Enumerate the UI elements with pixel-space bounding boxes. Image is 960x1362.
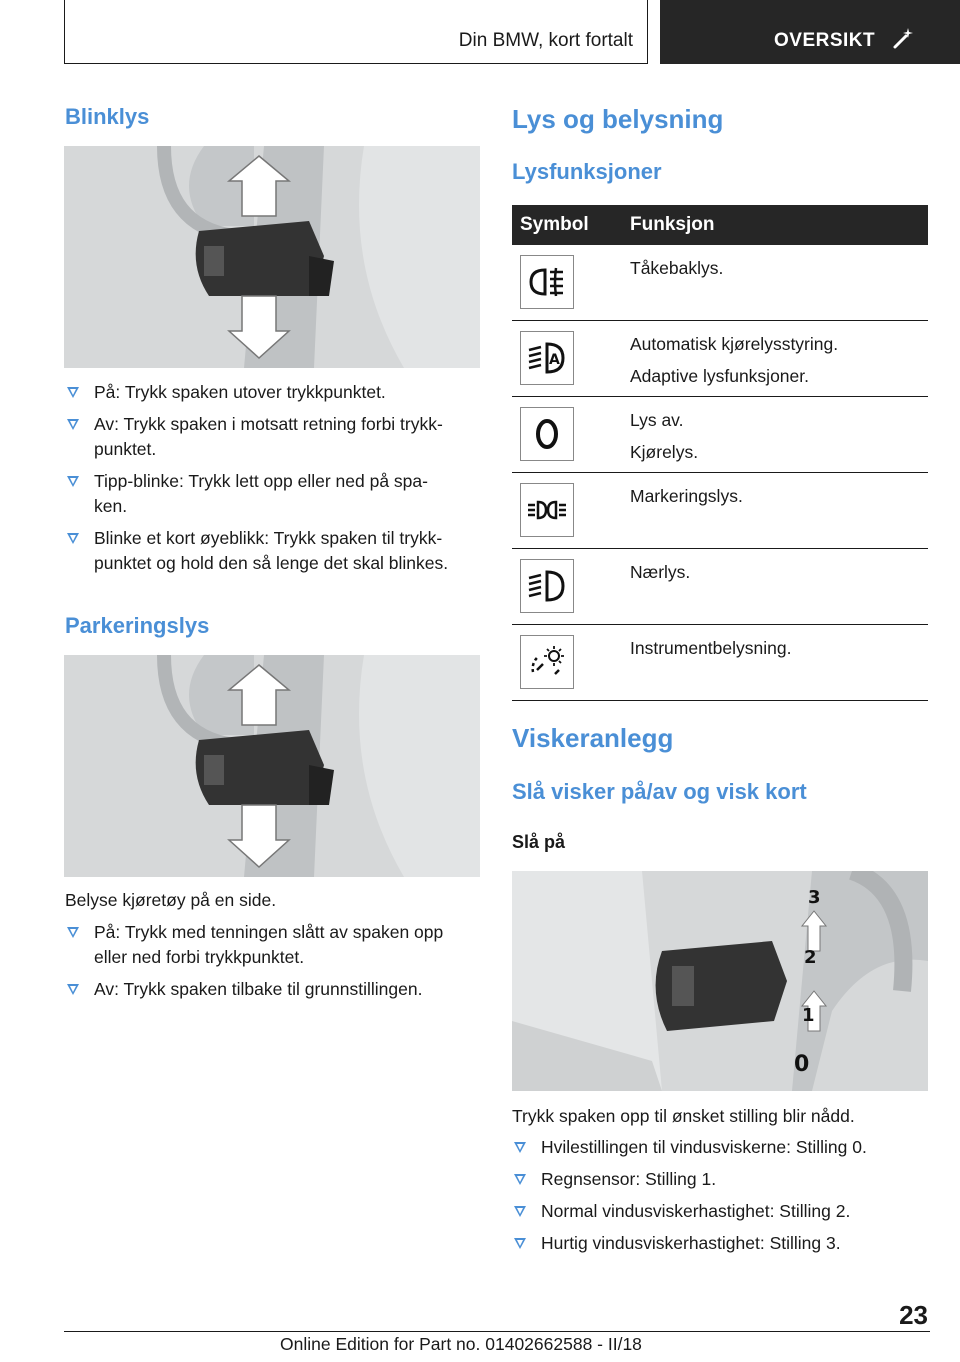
lysfunksjoner-heading: Lysfunksjoner <box>512 159 662 184</box>
parkeringslys-list <box>65 920 485 1009</box>
table-row: Instrumentbelysning. <box>512 625 928 701</box>
col-function: Funksjon <box>630 205 928 245</box>
viskeranlegg-heading: Viskeranlegg <box>512 723 674 753</box>
list-item: Hvilestillingen til vindusviskerne: Stilling 0. <box>512 1135 932 1160</box>
wiper-position-2: 2 <box>804 947 817 968</box>
list-item: Blinke et kort øyeblikk: Trykk spaken til trykk- punktet og hold den så lenge det skal blinkes. <box>65 526 485 576</box>
table-row: Nærlys. <box>512 549 928 625</box>
blinklys-list <box>65 380 485 583</box>
footer-edition: Online Edition for Part no. 01402662588 - II/18 <box>280 1334 642 1354</box>
parking-light-lever-image <box>64 655 480 877</box>
wiper-position-1: 1 <box>802 1005 815 1026</box>
page-number: 23 <box>899 1300 928 1330</box>
svg-text:A: A <box>549 352 560 368</box>
table-row: Tåkebaklys. <box>512 245 928 321</box>
table-row: Markeringslys. <box>512 473 928 549</box>
header-section-title: Din BMW, kort fortalt <box>458 30 633 51</box>
table-row: Lys av. Kjørelys. <box>512 397 928 473</box>
header-chapter-title: OVERSIKT <box>774 30 876 51</box>
car-wand-icon <box>892 26 916 50</box>
parking-light-icon <box>520 483 574 537</box>
header-chapter-tab[interactable] <box>660 0 960 64</box>
list-item: På: Trykk med tenningen slått av spaken opp eller ned forbi trykkpunktet. <box>65 920 485 970</box>
sla-pa-heading: Slå på <box>512 832 566 852</box>
list-item: Normal vindusviskerhastighet: Stilling 2. <box>512 1199 932 1224</box>
blinklys-heading: Blinklys <box>65 104 150 129</box>
header-section-box <box>64 0 648 64</box>
auto-headlight-icon <box>520 331 574 385</box>
wiper-lever-image <box>512 871 928 1091</box>
footer-divider <box>64 1331 930 1332</box>
lys-heading: Lys og belysning <box>512 104 724 134</box>
visker-subheading: Slå visker på/av og visk kort <box>512 779 807 804</box>
low-beam-icon <box>520 559 574 613</box>
turn-signal-lever-image <box>64 146 480 368</box>
light-functions-table <box>512 205 928 701</box>
list-item: Av: Trykk spaken i motsatt retning forbi trykk- punktet. <box>65 412 485 462</box>
lights-off-icon <box>520 407 574 461</box>
parkeringslys-heading: Parkeringslys <box>65 613 210 638</box>
wiper-position-3: 3 <box>808 887 821 908</box>
list-item: På: Trykk spaken utover trykkpunktet. <box>65 380 485 405</box>
instrument-lighting-icon <box>520 635 574 689</box>
list-item: Hurtig vindusviskerhastighet: Stilling 3. <box>512 1231 932 1256</box>
visker-list <box>512 1135 932 1263</box>
col-symbol: Symbol <box>512 205 630 245</box>
parkeringslys-intro: Belyse kjøretøy på en side. <box>65 890 277 910</box>
list-item: Tipp-blinke: Trykk lett opp eller ned på spa- ken. <box>65 469 485 519</box>
list-item: Av: Trykk spaken tilbake til grunnstillingen. <box>65 977 485 1002</box>
visker-intro: Trykk spaken opp til ønsket stilling blir nådd. <box>512 1106 855 1126</box>
wiper-position-0: 0 <box>794 1052 810 1077</box>
list-item: Regnsensor: Stilling 1. <box>512 1167 932 1192</box>
fog-light-icon <box>520 255 574 309</box>
table-row: A Automatisk kjørelysstyring. Adaptive lysfunksjoner. <box>512 321 928 397</box>
